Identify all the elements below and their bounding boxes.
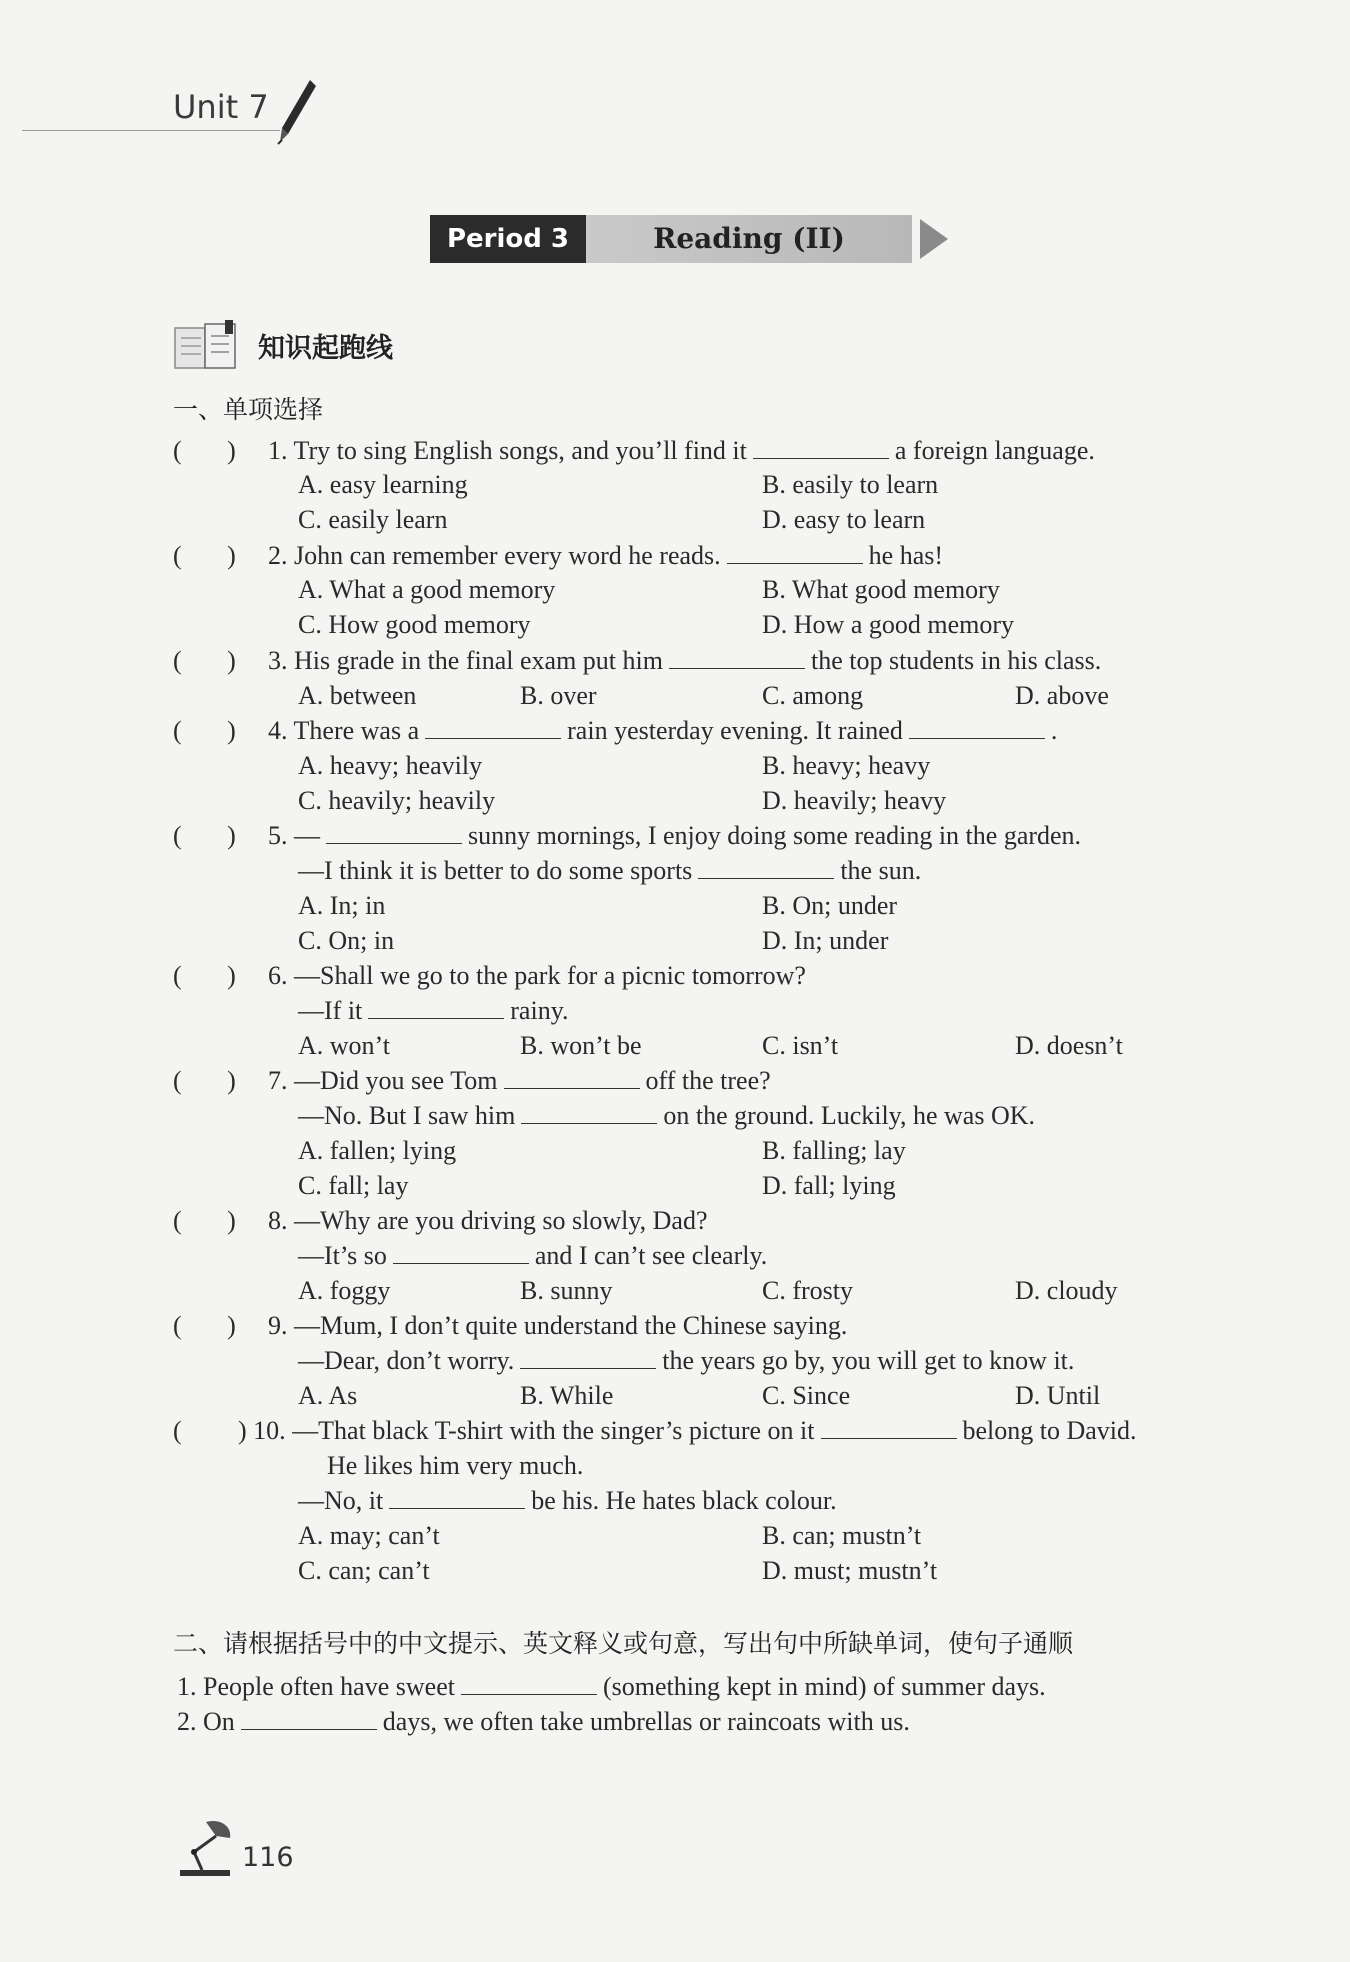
answer-bracket[interactable]: ( ) (173, 436, 236, 465)
question-9 (268, 1311, 847, 1341)
question-text: —That black T-shirt with the singer’s picture on it (292, 1416, 815, 1445)
option-c[interactable]: C. How good memory (298, 610, 531, 639)
page-number: 116 (242, 1842, 294, 1873)
period-label: Period 3 (430, 215, 586, 263)
question-text: —I think it is better to do some sports (298, 856, 693, 885)
option-d[interactable]: D. above (1015, 681, 1109, 710)
option-d[interactable]: D. doesn’t (1015, 1031, 1123, 1060)
option-b[interactable]: B. On; under (762, 891, 898, 920)
answer-blank[interactable] (753, 436, 889, 459)
option-a[interactable]: A. foggy (298, 1276, 391, 1305)
option-a[interactable]: A. In; in (298, 891, 386, 920)
option-c[interactable]: C. among (762, 681, 864, 710)
question-text: — (294, 821, 320, 850)
answer-blank[interactable] (727, 541, 863, 564)
question-1 (268, 436, 1095, 466)
question-number: 5. (268, 821, 288, 850)
question-10-continued: He likes him very much. (327, 1451, 584, 1480)
option-d[interactable]: D. Until (1015, 1381, 1101, 1410)
option-d[interactable]: D. must; mustn’t (762, 1556, 938, 1585)
option-d[interactable]: D. How a good memory (762, 610, 1015, 639)
fill-sentence-2 (177, 1707, 910, 1737)
option-c[interactable]: C. isn’t (762, 1031, 839, 1060)
question-10-reply (298, 1486, 837, 1516)
question-9-reply (298, 1346, 1074, 1376)
period-banner (430, 215, 950, 263)
answer-blank[interactable] (241, 1707, 377, 1730)
fill-sentence-1 (177, 1672, 1046, 1702)
question-text: —Dear, don’t worry. (298, 1346, 515, 1375)
option-c[interactable]: C. heavily; heavily (298, 786, 496, 815)
question-text: sunny mornings, I enjoy doing some reading in the garden. (468, 821, 1082, 850)
option-d[interactable]: D. cloudy (1015, 1276, 1118, 1305)
question-text: John can remember every word he reads. (294, 541, 721, 570)
answer-bracket[interactable]: ( ) (173, 961, 236, 990)
question-text: —No. But I saw him (298, 1101, 516, 1130)
question-text: —Why are you driving so slowly, Dad? (294, 1206, 708, 1235)
question-10 (238, 1416, 1137, 1446)
question-text: His grade in the final exam put him (294, 646, 663, 675)
question-text: —If it (298, 996, 363, 1025)
answer-blank[interactable] (520, 1346, 656, 1369)
desk-lamp-icon (176, 1818, 238, 1878)
answer-blank[interactable] (909, 716, 1045, 739)
answer-blank[interactable] (504, 1066, 640, 1089)
option-d[interactable]: D. easy to learn (762, 505, 926, 534)
answer-blank[interactable] (521, 1101, 657, 1124)
option-b[interactable]: B. easily to learn (762, 470, 939, 499)
answer-bracket[interactable]: ( ) (173, 716, 236, 745)
question-text: rain yesterday evening. It rained (567, 716, 903, 745)
question-number: 9. (268, 1311, 288, 1340)
option-b[interactable]: B. falling; lay (762, 1136, 906, 1165)
option-a[interactable]: A. between (298, 681, 417, 710)
book-icon (173, 320, 241, 372)
option-a[interactable]: A. fallen; lying (298, 1136, 457, 1165)
option-b[interactable]: B. While (520, 1381, 614, 1410)
question-text: days, we often take umbrellas or raincoats with us. (382, 1707, 910, 1736)
answer-blank[interactable] (669, 646, 805, 669)
question-8 (268, 1206, 708, 1236)
question-7-reply (298, 1101, 1035, 1131)
question-text: belong to David. (962, 1416, 1137, 1445)
question-text: a foreign language. (894, 436, 1095, 465)
answer-bracket[interactable]: ( ) (173, 1206, 236, 1235)
answer-bracket[interactable]: ( ) (173, 646, 236, 675)
question-2 (268, 541, 943, 571)
question-text: the sun. (840, 856, 922, 885)
option-a[interactable]: A. won’t (298, 1031, 390, 1060)
answer-bracket[interactable]: ( (173, 1416, 234, 1445)
option-b[interactable]: B. can; mustn’t (762, 1521, 922, 1550)
answer-blank[interactable] (368, 996, 504, 1019)
option-b[interactable]: B. What good memory (762, 575, 1000, 604)
option-b[interactable]: B. over (520, 681, 597, 710)
answer-blank[interactable] (821, 1416, 957, 1439)
question-number: 8. (268, 1206, 288, 1235)
answer-blank[interactable] (461, 1672, 597, 1695)
option-a[interactable]: A. easy learning (298, 470, 468, 499)
question-text: —It’s so (298, 1241, 387, 1270)
answer-blank[interactable] (326, 821, 462, 844)
header-rule (22, 130, 280, 131)
answer-blank[interactable] (425, 716, 561, 739)
question-text: —Did you see Tom (294, 1066, 498, 1095)
option-d[interactable]: D. In; under (762, 926, 889, 955)
question-number: 1. (268, 436, 288, 465)
question-6 (268, 961, 806, 991)
question-text: 2. On (177, 1707, 235, 1736)
question-text: the top students in his class. (810, 646, 1102, 675)
answer-bracket[interactable]: ( ) (173, 1066, 236, 1095)
question-5 (268, 821, 1081, 851)
option-c[interactable]: C. On; in (298, 926, 395, 955)
banner-arrow-icon (920, 219, 948, 259)
answer-blank[interactable] (393, 1241, 529, 1264)
question-text: off the tree? (645, 1066, 771, 1095)
question-8-reply (298, 1241, 767, 1271)
option-c[interactable]: C. frosty (762, 1276, 853, 1305)
question-text: he has! (868, 541, 944, 570)
question-text: . (1050, 716, 1058, 745)
option-a[interactable]: A. As (298, 1381, 358, 1410)
option-b[interactable]: B. heavy; heavy (762, 751, 931, 780)
option-c[interactable]: C. Since (762, 1381, 851, 1410)
option-c[interactable]: C. fall; lay (298, 1171, 409, 1200)
answer-bracket[interactable]: ( ) (173, 541, 236, 570)
option-a[interactable]: A. may; can’t (298, 1521, 440, 1550)
question-6-reply (298, 996, 569, 1026)
option-a[interactable]: A. What a good memory (298, 575, 556, 604)
answer-bracket[interactable]: ( ) (173, 1311, 236, 1340)
question-7 (268, 1066, 771, 1096)
section-heading: 知识起跑线 (258, 333, 393, 364)
option-a[interactable]: A. heavy; heavily (298, 751, 483, 780)
lesson-title: Reading (II) (586, 215, 912, 263)
question-text: on the ground. Luckily, he was OK. (663, 1101, 1036, 1130)
question-3 (268, 646, 1101, 676)
question-text: —Mum, I don’t quite understand the Chinese saying. (294, 1311, 848, 1340)
question-text: the years go by, you will get to know it. (662, 1346, 1075, 1375)
question-text: Try to sing English songs, and you’ll find it (293, 436, 747, 465)
part1-heading: 一、单项选择 (173, 395, 324, 424)
question-text: (something kept in mind) of summer days. (602, 1672, 1046, 1701)
question-number: 4. (268, 716, 288, 745)
question-number: 7. (268, 1066, 288, 1095)
question-text: rainy. (510, 996, 569, 1025)
question-4 (268, 716, 1057, 746)
question-text: and I can’t see clearly. (534, 1241, 768, 1270)
question-text: —Shall we go to the park for a picnic tomorrow? (294, 961, 806, 990)
option-b[interactable]: B. won’t be (520, 1031, 642, 1060)
part2-heading: 二、请根据括号中的中文提示、英文释义或句意，写出句中所缺单词，使句子通顺 (173, 1629, 1074, 1658)
question-5-reply (298, 856, 921, 886)
question-number: ) 10. (238, 1416, 286, 1445)
question-text: be his. He hates black colour. (531, 1486, 837, 1515)
question-number: 6. (268, 961, 288, 990)
option-c[interactable]: C. can; can’t (298, 1556, 430, 1585)
answer-blank[interactable] (389, 1486, 525, 1509)
question-text: —No, it (298, 1486, 384, 1515)
unit-title: Unit 7 (173, 88, 269, 126)
option-c[interactable]: C. easily learn (298, 505, 448, 534)
question-text: There was a (293, 716, 420, 745)
pen-icon (276, 78, 320, 146)
answer-bracket[interactable]: ( ) (173, 821, 236, 850)
question-number: 3. (268, 646, 288, 675)
option-b[interactable]: B. sunny (520, 1276, 613, 1305)
question-text: 1. People often have sweet (177, 1672, 455, 1701)
answer-blank[interactable] (698, 856, 834, 879)
question-number: 2. (268, 541, 288, 570)
option-d[interactable]: D. fall; lying (762, 1171, 896, 1200)
option-d[interactable]: D. heavily; heavy (762, 786, 947, 815)
